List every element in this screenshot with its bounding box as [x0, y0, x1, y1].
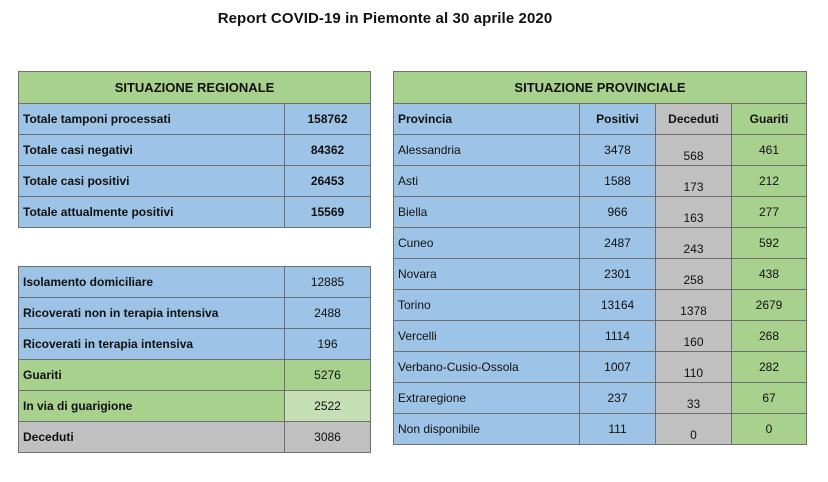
deceduti-cell: 173	[656, 166, 732, 197]
column-header-guariti: Guariti	[732, 104, 807, 135]
guariti-cell: 212	[732, 166, 807, 197]
provincia-cell: Extraregione	[394, 383, 580, 414]
row-label: Ricoverati non in terapia intensiva	[19, 298, 285, 329]
column-header-deceduti: Deceduti	[656, 104, 732, 135]
positivi-cell: 966	[580, 197, 656, 228]
table-row	[19, 197, 371, 228]
row-value: 12885	[285, 267, 371, 298]
table-row	[19, 422, 371, 453]
deceduti-cell: 243	[656, 228, 732, 259]
deceduti-cell: 160	[656, 321, 732, 352]
row-label: Totale casi negativi	[19, 135, 285, 166]
positivi-cell: 3478	[580, 135, 656, 166]
provincial-header-row	[394, 72, 807, 104]
row-label: In via di guarigione	[19, 391, 285, 422]
deceduti-cell: 110	[656, 352, 732, 383]
table-row	[394, 259, 807, 290]
guariti-cell: 277	[732, 197, 807, 228]
row-value: 2488	[285, 298, 371, 329]
provincia-cell: Non disponibile	[394, 414, 580, 445]
deceduti-cell: 0	[656, 414, 732, 445]
column-header-positivi: Positivi	[580, 104, 656, 135]
table-row	[19, 267, 371, 298]
table-row	[19, 104, 371, 135]
regional-detail-table	[18, 266, 371, 453]
row-value: 5276	[285, 360, 371, 391]
table-row	[19, 166, 371, 197]
table-row	[19, 391, 371, 422]
provincial-table	[393, 71, 807, 445]
row-value: 2522	[285, 391, 371, 422]
guariti-cell: 592	[732, 228, 807, 259]
row-label: Totale tamponi processati	[19, 104, 285, 135]
guariti-cell: 268	[732, 321, 807, 352]
provincia-cell: Cuneo	[394, 228, 580, 259]
column-header-provincia: Provincia	[394, 104, 580, 135]
table-row	[394, 290, 807, 321]
guariti-cell: 67	[732, 383, 807, 414]
positivi-cell: 2301	[580, 259, 656, 290]
row-label: Totale attualmente positivi	[19, 197, 285, 228]
row-value: 3086	[285, 422, 371, 453]
row-label: Totale casi positivi	[19, 166, 285, 197]
positivi-cell: 1588	[580, 166, 656, 197]
table-row	[19, 360, 371, 391]
table-row	[394, 228, 807, 259]
table-row	[394, 414, 807, 445]
provincia-cell: Alessandria	[394, 135, 580, 166]
positivi-cell: 237	[580, 383, 656, 414]
positivi-cell: 2487	[580, 228, 656, 259]
deceduti-cell: 568	[656, 135, 732, 166]
table-row	[394, 352, 807, 383]
page-title: Report COVID-19 in Piemonte al 30 aprile 2020	[217, 10, 553, 27]
row-label: Isolamento domiciliare	[19, 267, 285, 298]
table-row	[19, 298, 371, 329]
row-label: Deceduti	[19, 422, 285, 453]
provincia-cell: Biella	[394, 197, 580, 228]
row-label: Ricoverati in terapia intensiva	[19, 329, 285, 360]
provincia-cell: Asti	[394, 166, 580, 197]
regional-header-row	[19, 72, 371, 104]
table-row	[394, 135, 807, 166]
provincia-cell: Torino	[394, 290, 580, 321]
guariti-cell: 282	[732, 352, 807, 383]
table-row	[19, 329, 371, 360]
positivi-cell: 13164	[580, 290, 656, 321]
guariti-cell: 438	[732, 259, 807, 290]
column-header-row	[394, 104, 807, 135]
positivi-cell: 111	[580, 414, 656, 445]
table-row	[394, 321, 807, 352]
row-value: 26453	[285, 166, 371, 197]
regional-summary-table	[18, 71, 371, 228]
row-value: 196	[285, 329, 371, 360]
row-value: 15569	[285, 197, 371, 228]
positivi-cell: 1114	[580, 321, 656, 352]
table-row	[394, 197, 807, 228]
provincia-cell: Vercelli	[394, 321, 580, 352]
table-row	[394, 166, 807, 197]
provincia-cell: Verbano-Cusio-Ossola	[394, 352, 580, 383]
deceduti-cell: 1378	[656, 290, 732, 321]
guariti-cell: 2679	[732, 290, 807, 321]
deceduti-cell: 258	[656, 259, 732, 290]
row-value: 158762	[285, 104, 371, 135]
row-value: 84362	[285, 135, 371, 166]
row-label: Guariti	[19, 360, 285, 391]
guariti-cell: 0	[732, 414, 807, 445]
deceduti-cell: 33	[656, 383, 732, 414]
positivi-cell: 1007	[580, 352, 656, 383]
provincia-cell: Novara	[394, 259, 580, 290]
regional-header: SITUAZIONE REGIONALE	[19, 72, 371, 104]
deceduti-cell: 163	[656, 197, 732, 228]
table-row	[394, 383, 807, 414]
guariti-cell: 461	[732, 135, 807, 166]
provincial-header: SITUAZIONE PROVINCIALE	[394, 72, 807, 104]
table-row	[19, 135, 371, 166]
